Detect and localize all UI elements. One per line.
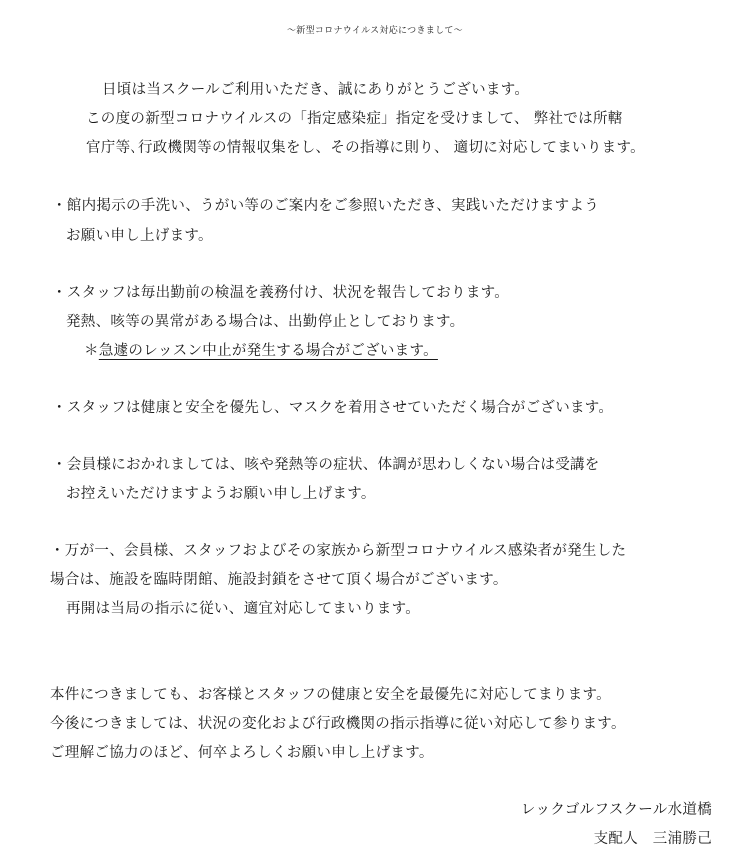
item5-line-2: 場合は、施設を臨時閉館、施設封鎖をさせて頂く場合がございます。	[50, 572, 508, 588]
intro-line-2: この度の新型コロナウイルスの「指定感染症」指定を受けまして、 弊社では所轄	[86, 111, 623, 127]
item4-line-1: ・会員様におかれましては、咳や発熱等の症状、体調が思わしくない場合は受講を	[52, 457, 600, 473]
asterisk-mark: ＊	[84, 343, 99, 359]
item1-line-1: ・館内掲示の手洗い、うがい等のご案内をご参照いただき、実践いただけますよう	[52, 198, 600, 214]
item2-line-1: ・スタッフは毎出勤前の検温を義務付け、状況を報告しております。	[52, 285, 510, 301]
item3-line: ・スタッフは健康と安全を優先し、マスクを着用させていただく場合がございます。	[52, 400, 614, 416]
closing-line-3: ご理解ご協力のほど、何卒よろしくお願い申し上げます。	[50, 745, 434, 761]
signature-org: レックゴルフスクール水道橋	[520, 802, 712, 818]
item2-note-text: 急遽のレッスン中止が発生する場合がございます。	[98, 343, 438, 359]
signature-manager: 支配人 三浦勝己	[593, 831, 712, 847]
intro-line-1: 日頃は当スクールご利用いただき、誠にありがとうございます。	[102, 82, 530, 98]
item2-note	[84, 341, 438, 361]
item1-line-2: お願い申し上げます。	[66, 228, 213, 244]
item2-line-2: 発熱、咳等の異常がある場合は、出勤停止としております。	[66, 314, 465, 330]
closing-line-1: 本件につきましても、お客様とスタッフの健康と安全を最優先に対応してまります。	[50, 687, 611, 703]
intro-line-3: 官庁等､行政機関等の情報収集をし、その指導に則り、 適切に対応してまいります。	[86, 140, 645, 156]
closing-line-2: 今後につきましては、状況の変化および行政機関の指示指導に従い対応して参ります。	[50, 716, 626, 732]
item5-line-1: ・万が一、会員様、スタッフおよびその家族から新型コロナウイルス感染者が発生した	[50, 543, 627, 559]
notice-title: 〜新型コロナウイルス対応につきまして〜	[287, 26, 463, 36]
item5-line-3: 再開は当局の指示に従い、適宜対応してまいります。	[66, 601, 421, 617]
item4-line-2: お控えいただけますようお願い申し上げます。	[66, 486, 376, 502]
